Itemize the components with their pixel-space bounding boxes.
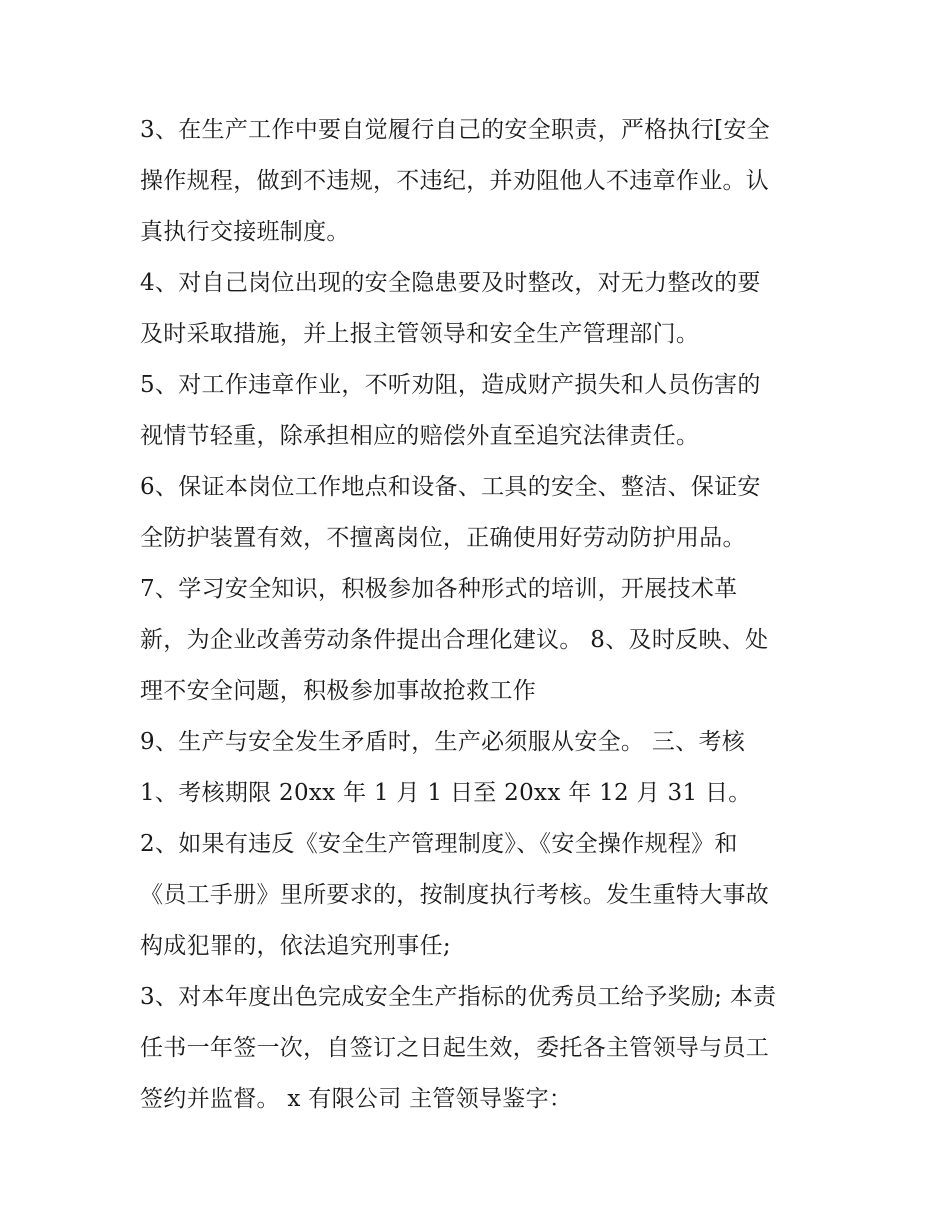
text-line: 新，为企业改善劳动条件提出合理化建议。 8、及时反映、处	[140, 627, 769, 653]
text-line: 全防护装置有效，不擅离岗位，正确使用好劳动防护用品。	[140, 525, 746, 551]
text-line: 《员工手册》里所要求的，按制度执行考核。发生重特大事故	[140, 882, 770, 908]
text-line: 构成犯罪的，依法追究刑事任;	[140, 933, 451, 959]
text-line: 3、在生产工作中要自觉履行自己的安全职责，严格执行[安全	[140, 117, 771, 143]
text-line: 视情节轻重，除承担相应的赔偿外直至追究法律责任。	[140, 423, 700, 449]
text-line: 3、对本年度出色完成安全生产指标的优秀员工给予奖励; 本责	[140, 984, 777, 1010]
text-line: 1、考核期限 20xx 年 1 月 1 日至 20xx 年 12 月 31 日。	[140, 780, 752, 806]
text-line: 5、对工作违章作业，不听劝阻，造成财产损失和人员伤害的	[140, 372, 761, 398]
text-line: 7、学习安全知识，积极参加各种形式的培训，开展技术革	[140, 576, 738, 602]
text-line: 4、对自己岗位出现的安全隐患要及时整改，对无力整改的要	[140, 270, 761, 296]
text-line: 签约并监督。 x 有限公司 主管领导鉴字：	[140, 1086, 573, 1112]
text-line: 真执行交接班制度。	[140, 219, 350, 245]
text-line: 及时采取措施，并上报主管领导和安全生产管理部门。	[140, 321, 700, 347]
text-line: 操作规程，做到不违规，不违纪，并劝阻他人不违章作业。认	[140, 168, 770, 194]
text-line: 理不安全问题，积极参加事故抢救工作	[140, 678, 537, 704]
text-line: 9、生产与安全发生矛盾时，生产必须服从安全。 三、考核	[140, 729, 746, 755]
text-line: 6、保证本岗位工作地点和设备、工具的安全、整洁、保证安	[140, 474, 761, 500]
text-line: 任书一年签一次，自签订之日起生效，委托各主管领导与员工	[140, 1035, 770, 1061]
text-line: 2、如果有违反《安全生产管理制度》、《安全操作规程》和	[140, 831, 738, 857]
document-body	[140, 105, 820, 1125]
